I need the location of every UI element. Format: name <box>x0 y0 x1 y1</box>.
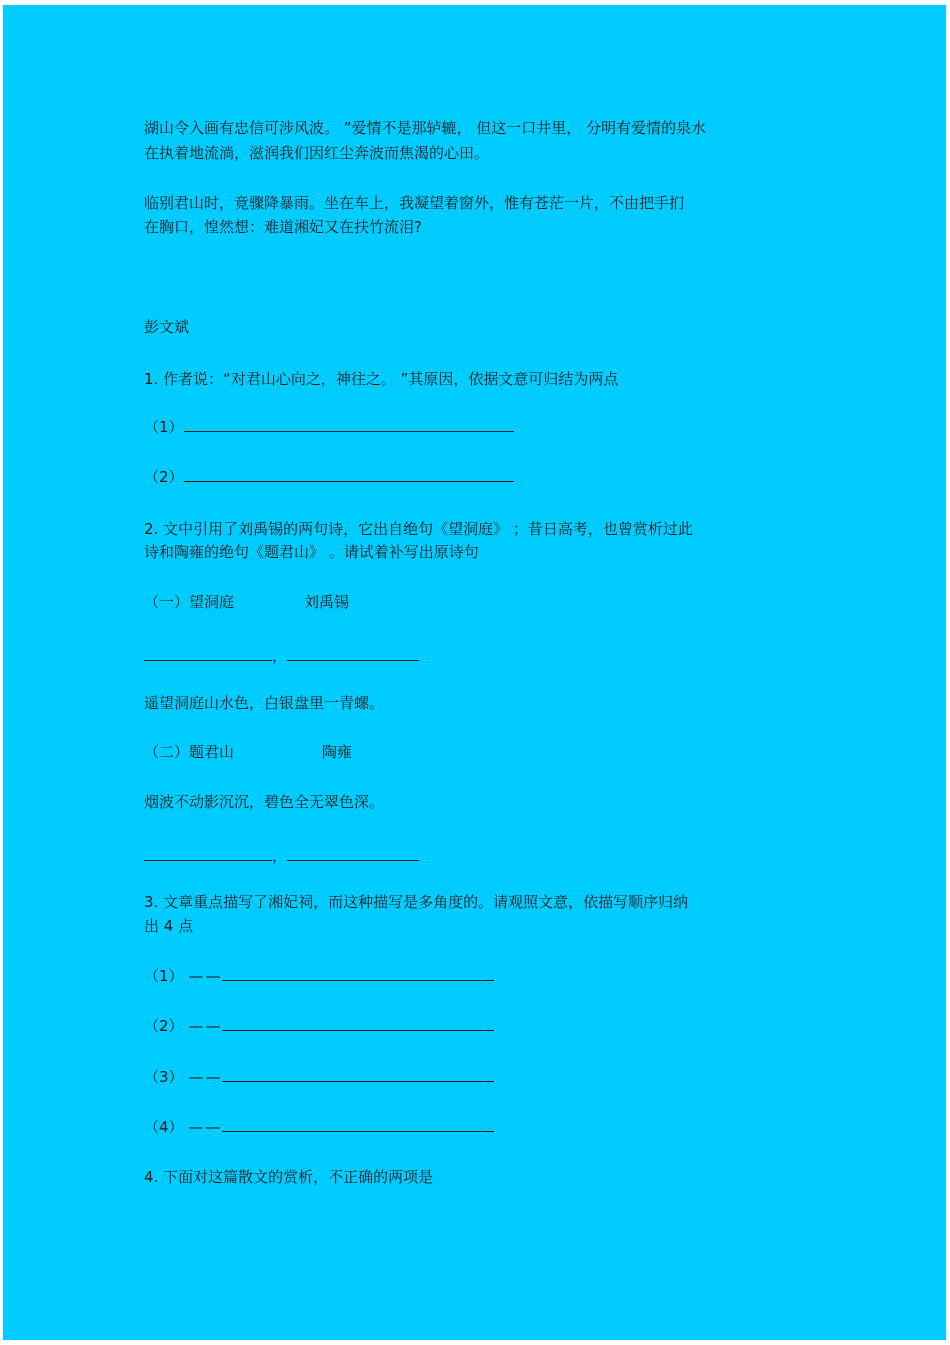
item-number: （1） <box>144 418 184 436</box>
question-2-stem: 2. 文中引用了刘禹锡的两句诗，它出自绝句《望洞庭》 ；昔日高考，也曾赏析过此 <box>144 520 693 538</box>
item-number: （2） <box>144 1017 184 1035</box>
answer-blank[interactable] <box>184 467 514 482</box>
poem-title: （二）题君山 <box>144 743 235 761</box>
passage-line: 在执着地流淌，滋润我们因红尘奔波而焦渴的心田。 <box>144 144 490 162</box>
answer-blank[interactable] <box>222 1117 494 1132</box>
poem-2-blank-line <box>144 845 419 868</box>
answer-blank[interactable] <box>222 1067 494 1082</box>
poem-1-heading <box>144 591 349 614</box>
passage-line: 临别君山时，竟骤降暴雨。坐在车上，我凝望着窗外，惟有苍茫一片，不由把手扪 <box>144 194 685 212</box>
q1-answer-2 <box>144 466 514 489</box>
poem-1-line: 遥望洞庭山水色，白银盘里一青螺。 <box>144 694 385 712</box>
dash: —— <box>188 1118 223 1136</box>
passage-line: 在胸口，惶然想：难道湘妃又在扶竹流泪? <box>144 218 422 236</box>
item-number: （4） <box>144 1118 184 1136</box>
comma: ， <box>272 647 288 665</box>
q3-answer-3 <box>144 1066 494 1089</box>
dash: —— <box>188 1017 223 1035</box>
poem-2-heading <box>144 741 352 764</box>
dash: —— <box>188 967 223 985</box>
poem-author: 陶雍 <box>322 743 353 761</box>
q3-answer-1 <box>144 965 494 988</box>
poem-1-blank-line <box>144 645 419 668</box>
question-1-stem: 1. 作者说：“对君山心向之，神往之。 ”其原因，依据文意可归结为两点 <box>144 370 619 388</box>
question-3-stem: 出 4 点 <box>144 917 194 935</box>
q1-answer-1 <box>144 416 514 439</box>
q3-answer-2 <box>144 1015 494 1038</box>
poem-author: 刘禹锡 <box>304 593 350 611</box>
answer-blank[interactable] <box>287 646 419 661</box>
answer-blank[interactable] <box>222 1016 494 1031</box>
answer-blank[interactable] <box>184 417 514 432</box>
author-name: 彭文斌 <box>144 318 190 336</box>
poem-title: （一）望洞庭 <box>144 593 235 611</box>
answer-blank[interactable] <box>287 846 419 861</box>
question-4-stem: 4. 下面对这篇散文的赏析，不正确的两项是 <box>144 1168 434 1186</box>
question-2-stem: 诗和陶雍的绝句《题君山》 。请试着补写出原诗句 <box>144 543 479 561</box>
comma: ， <box>272 847 288 865</box>
passage-line: 湖山令入画有忠信可涉风波。 ”爱情不是那轳辘， 但这一口井里， 分明有爱情的泉水 <box>144 119 707 137</box>
dash: —— <box>188 1068 223 1086</box>
answer-blank[interactable] <box>144 846 272 861</box>
answer-blank[interactable] <box>222 966 494 981</box>
item-number: （2） <box>144 468 184 486</box>
poem-2-line: 烟波不动影沉沉，碧色全无翠色深。 <box>144 793 385 811</box>
item-number: （3） <box>144 1068 184 1086</box>
answer-blank[interactable] <box>144 646 272 661</box>
q3-answer-4 <box>144 1116 494 1139</box>
item-number: （1） <box>144 967 184 985</box>
question-3-stem: 3. 文章重点描写了湘妃祠，而这种描写是多角度的。请观照文意，依描写顺序归纳 <box>144 893 689 911</box>
